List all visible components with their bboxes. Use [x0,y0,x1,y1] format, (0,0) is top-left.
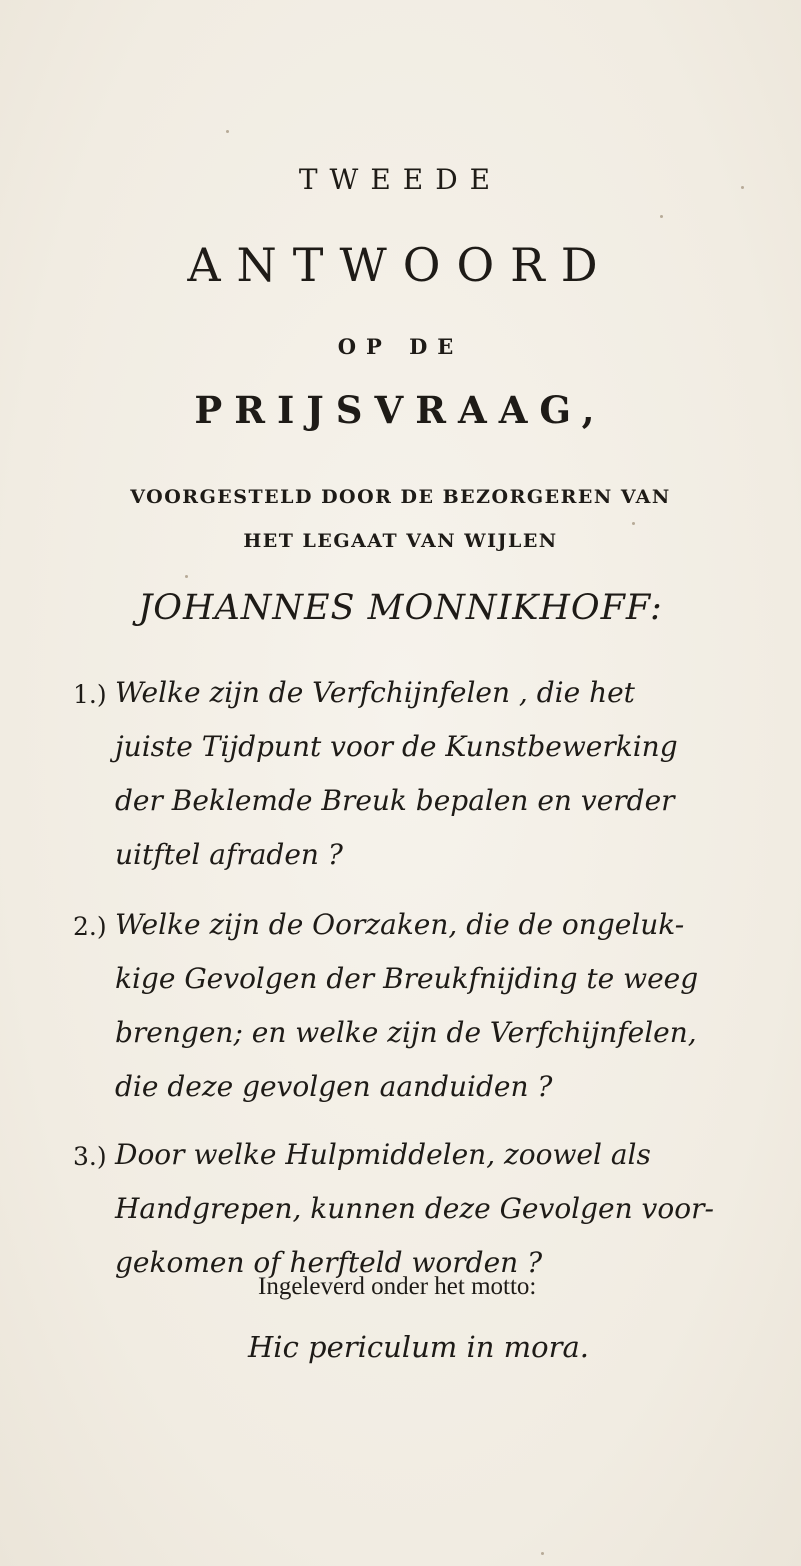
question-2-line-4: die deze gevolgen aanduiden ? [115,1070,553,1103]
question-3-number: 3.) [73,1142,107,1171]
question-1-line-2: juiste Tijdpunt voor de Kunstbewerking [115,730,678,763]
heading-prijsvraag: PRIJSVRAAG, [194,388,607,432]
paper-speck [660,215,663,218]
heading-op-de: OP DE [337,334,464,359]
question-2-line-2: kige Gevolgen der Breukfnijding te weeg [115,962,699,995]
question-2-number: 2.) [73,912,107,941]
heading-antwoord: ANTWOORD [187,238,614,292]
paper-speck [226,130,229,133]
paper-speck [632,522,635,525]
question-1-line-1: Welke zijn de Verfchijnfelen , die het [115,676,635,709]
question-3-line-2: Handgrepen, kunnen deze Gevolgen voor- [115,1192,714,1225]
submission-note: Ingeleverd onder het motto: [258,1273,537,1300]
question-3-line-1: Door welke Hulpmiddelen, zoowel als [115,1138,651,1171]
question-1-line-4: uitftel afraden ? [115,838,343,871]
question-3-line-3: gekomen of herfteld worden ? [115,1246,543,1279]
subheading-voorgesteld: VOORGESTELD DOOR DE BEZORGEREN VAN [130,486,671,508]
question-1-line-3: der Beklemde Breuk bepalen en verder [115,784,675,817]
question-2-line-1: Welke zijn de Oorzaken, die de ongeluk- [115,908,685,941]
heading-tweede: TWEEDE [298,163,503,196]
paper-speck [185,575,188,578]
paper-speck [541,1552,544,1555]
question-1-number: 1.) [73,680,107,709]
paper-speck [741,186,744,189]
heading-johannes-monnikhoff: JOHANNES MONNIKHOFF: [138,588,663,628]
question-2-line-3: brengen; en welke zijn de Verfchijnfelen, [115,1016,697,1049]
motto: Hic periculum in mora. [248,1330,589,1364]
subheading-legaat: HET LEGAAT VAN WIJLEN [243,530,558,552]
